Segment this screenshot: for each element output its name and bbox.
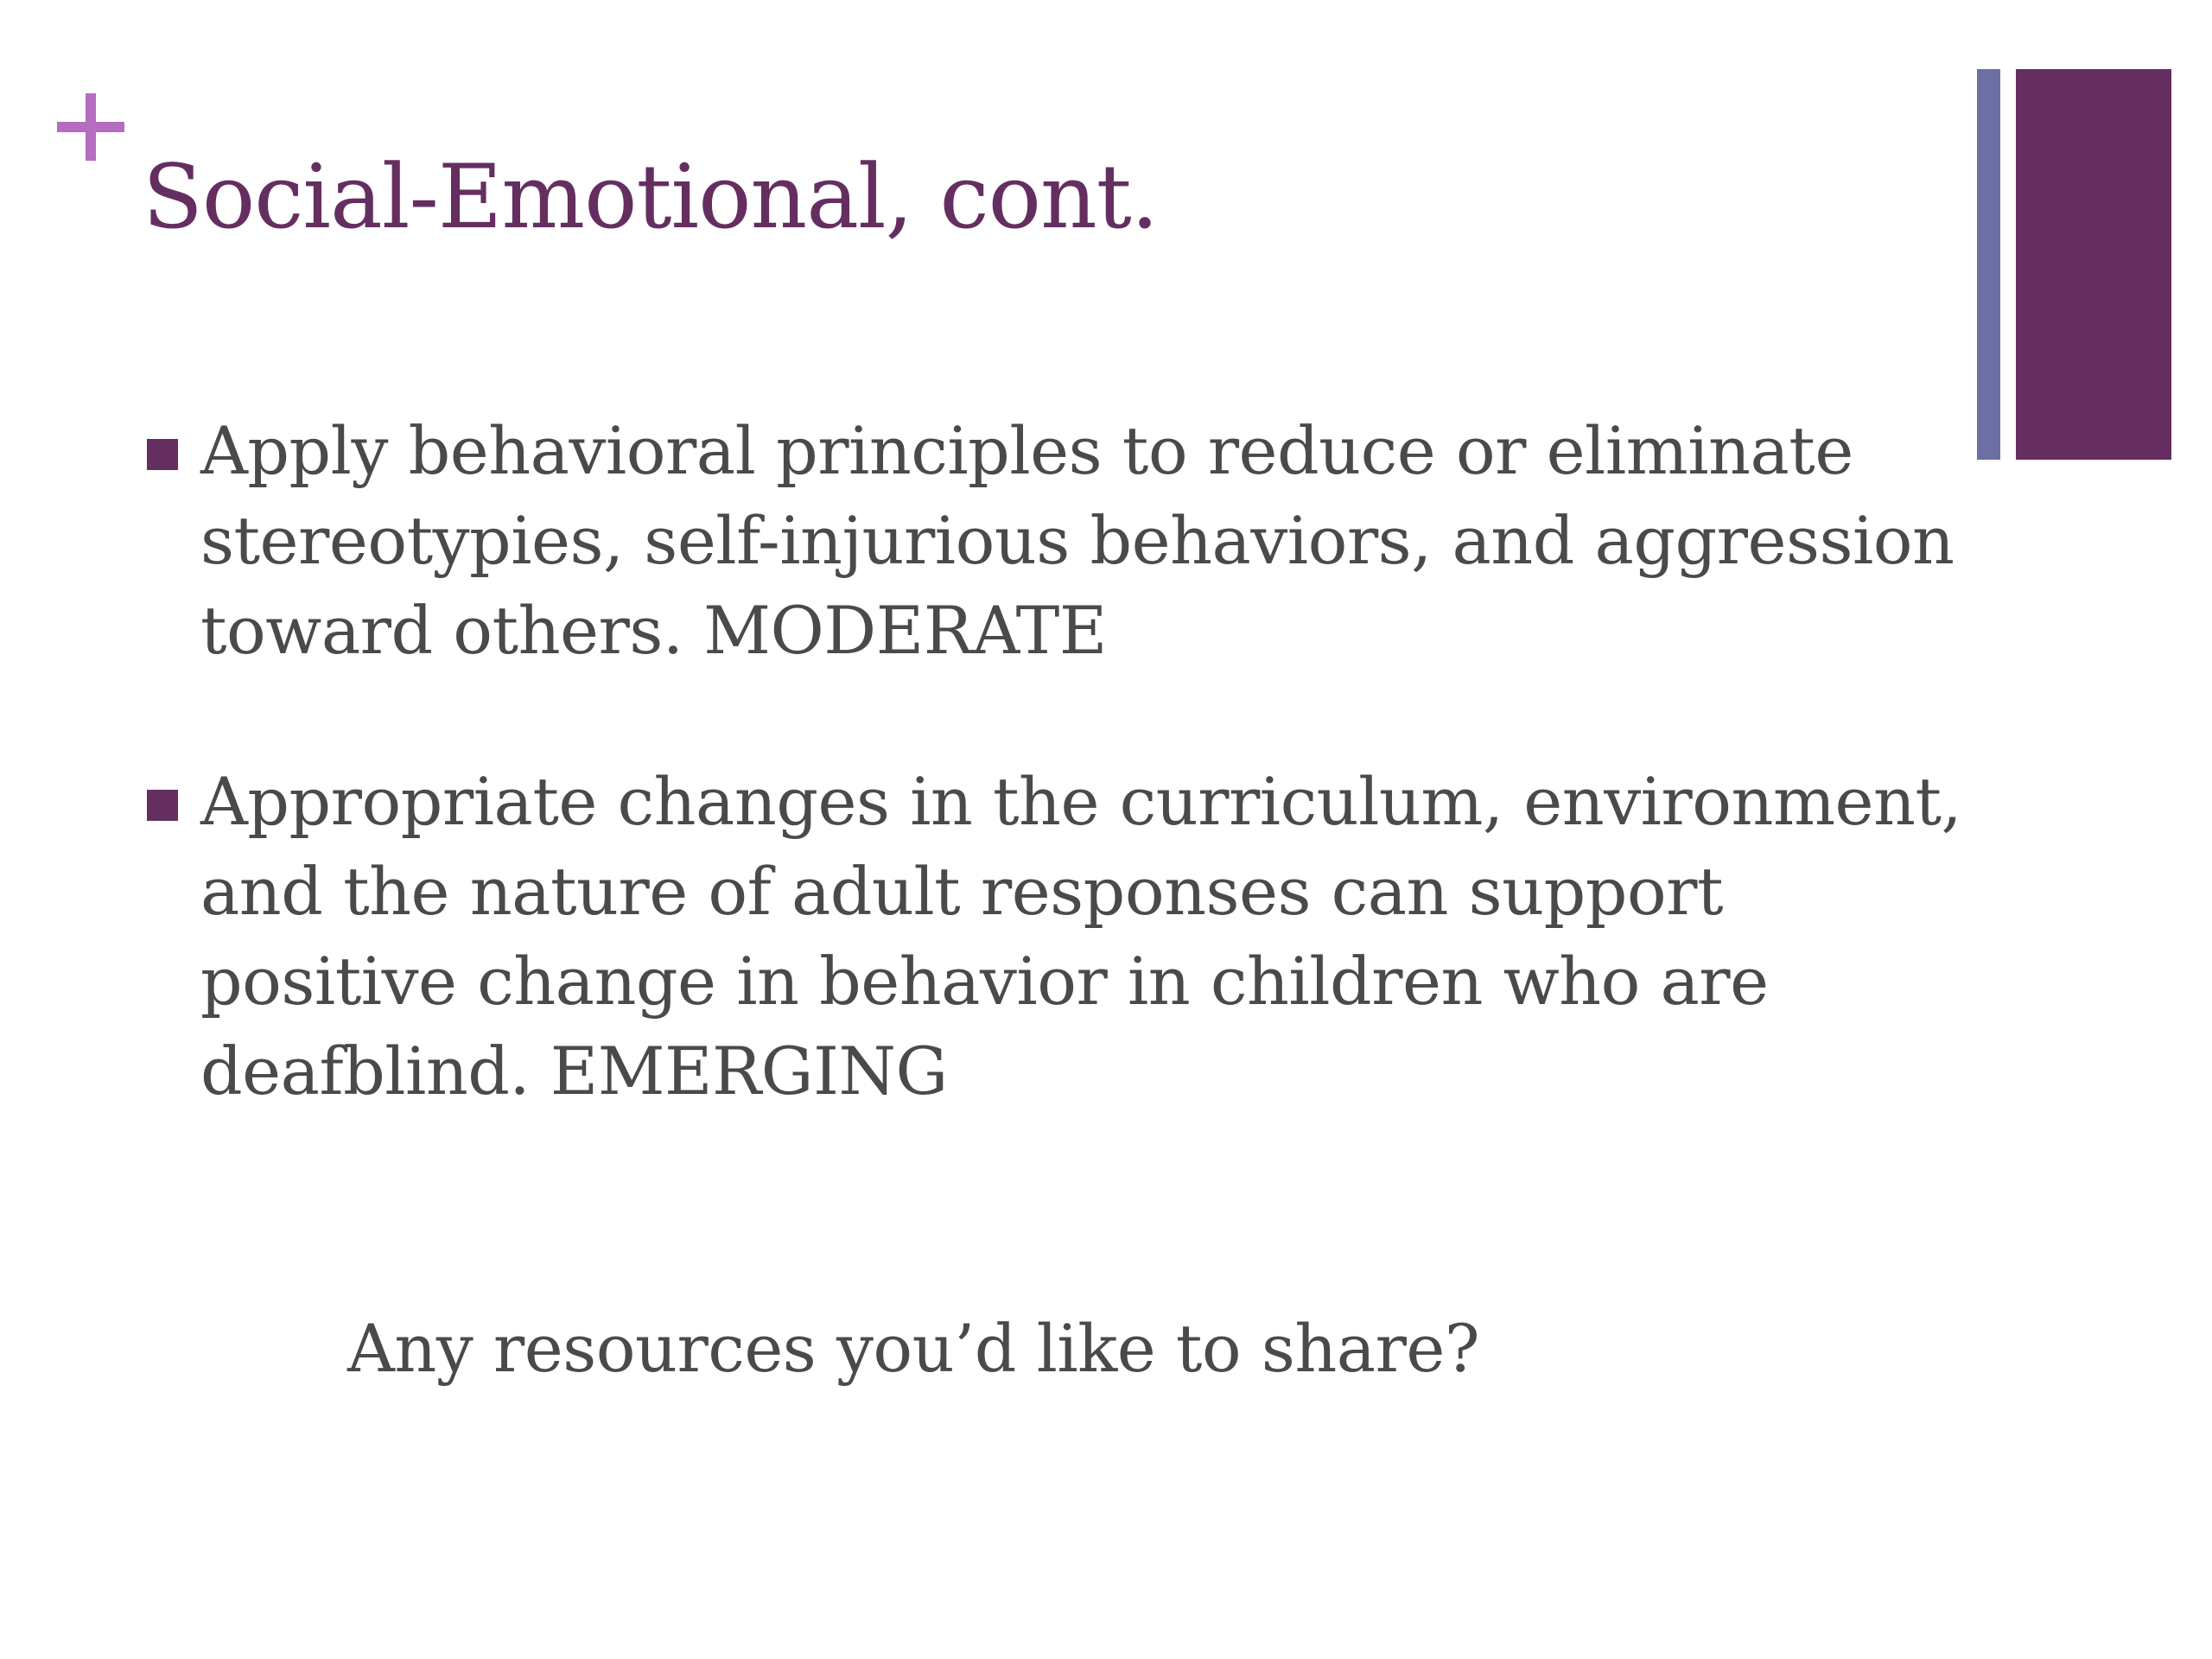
bullet-text: Apply behavioral principles to reduce or eliminate stereotypies, self-injurious behaviors, and aggression toward others. MODERATE xyxy=(200,412,1955,669)
slide-title: Social-Emotional, cont. xyxy=(143,146,1159,249)
accent-bar-thin xyxy=(1977,69,2000,460)
bullet-text: Appropriate changes in the curriculum, environment, and the nature of adult responses can support positive change in behavior in children who are deafblind. EMERGING xyxy=(200,763,1962,1109)
bullet-list xyxy=(147,406,1979,1198)
square-bullet-icon xyxy=(147,439,178,470)
plus-icon xyxy=(57,93,124,161)
accent-bar-thick xyxy=(2016,69,2171,460)
bullet-item xyxy=(147,757,1979,1116)
bullet-item xyxy=(147,406,1979,676)
square-bullet-icon xyxy=(147,790,178,821)
resources-question: Any resources you’d like to share? xyxy=(347,1310,1480,1387)
